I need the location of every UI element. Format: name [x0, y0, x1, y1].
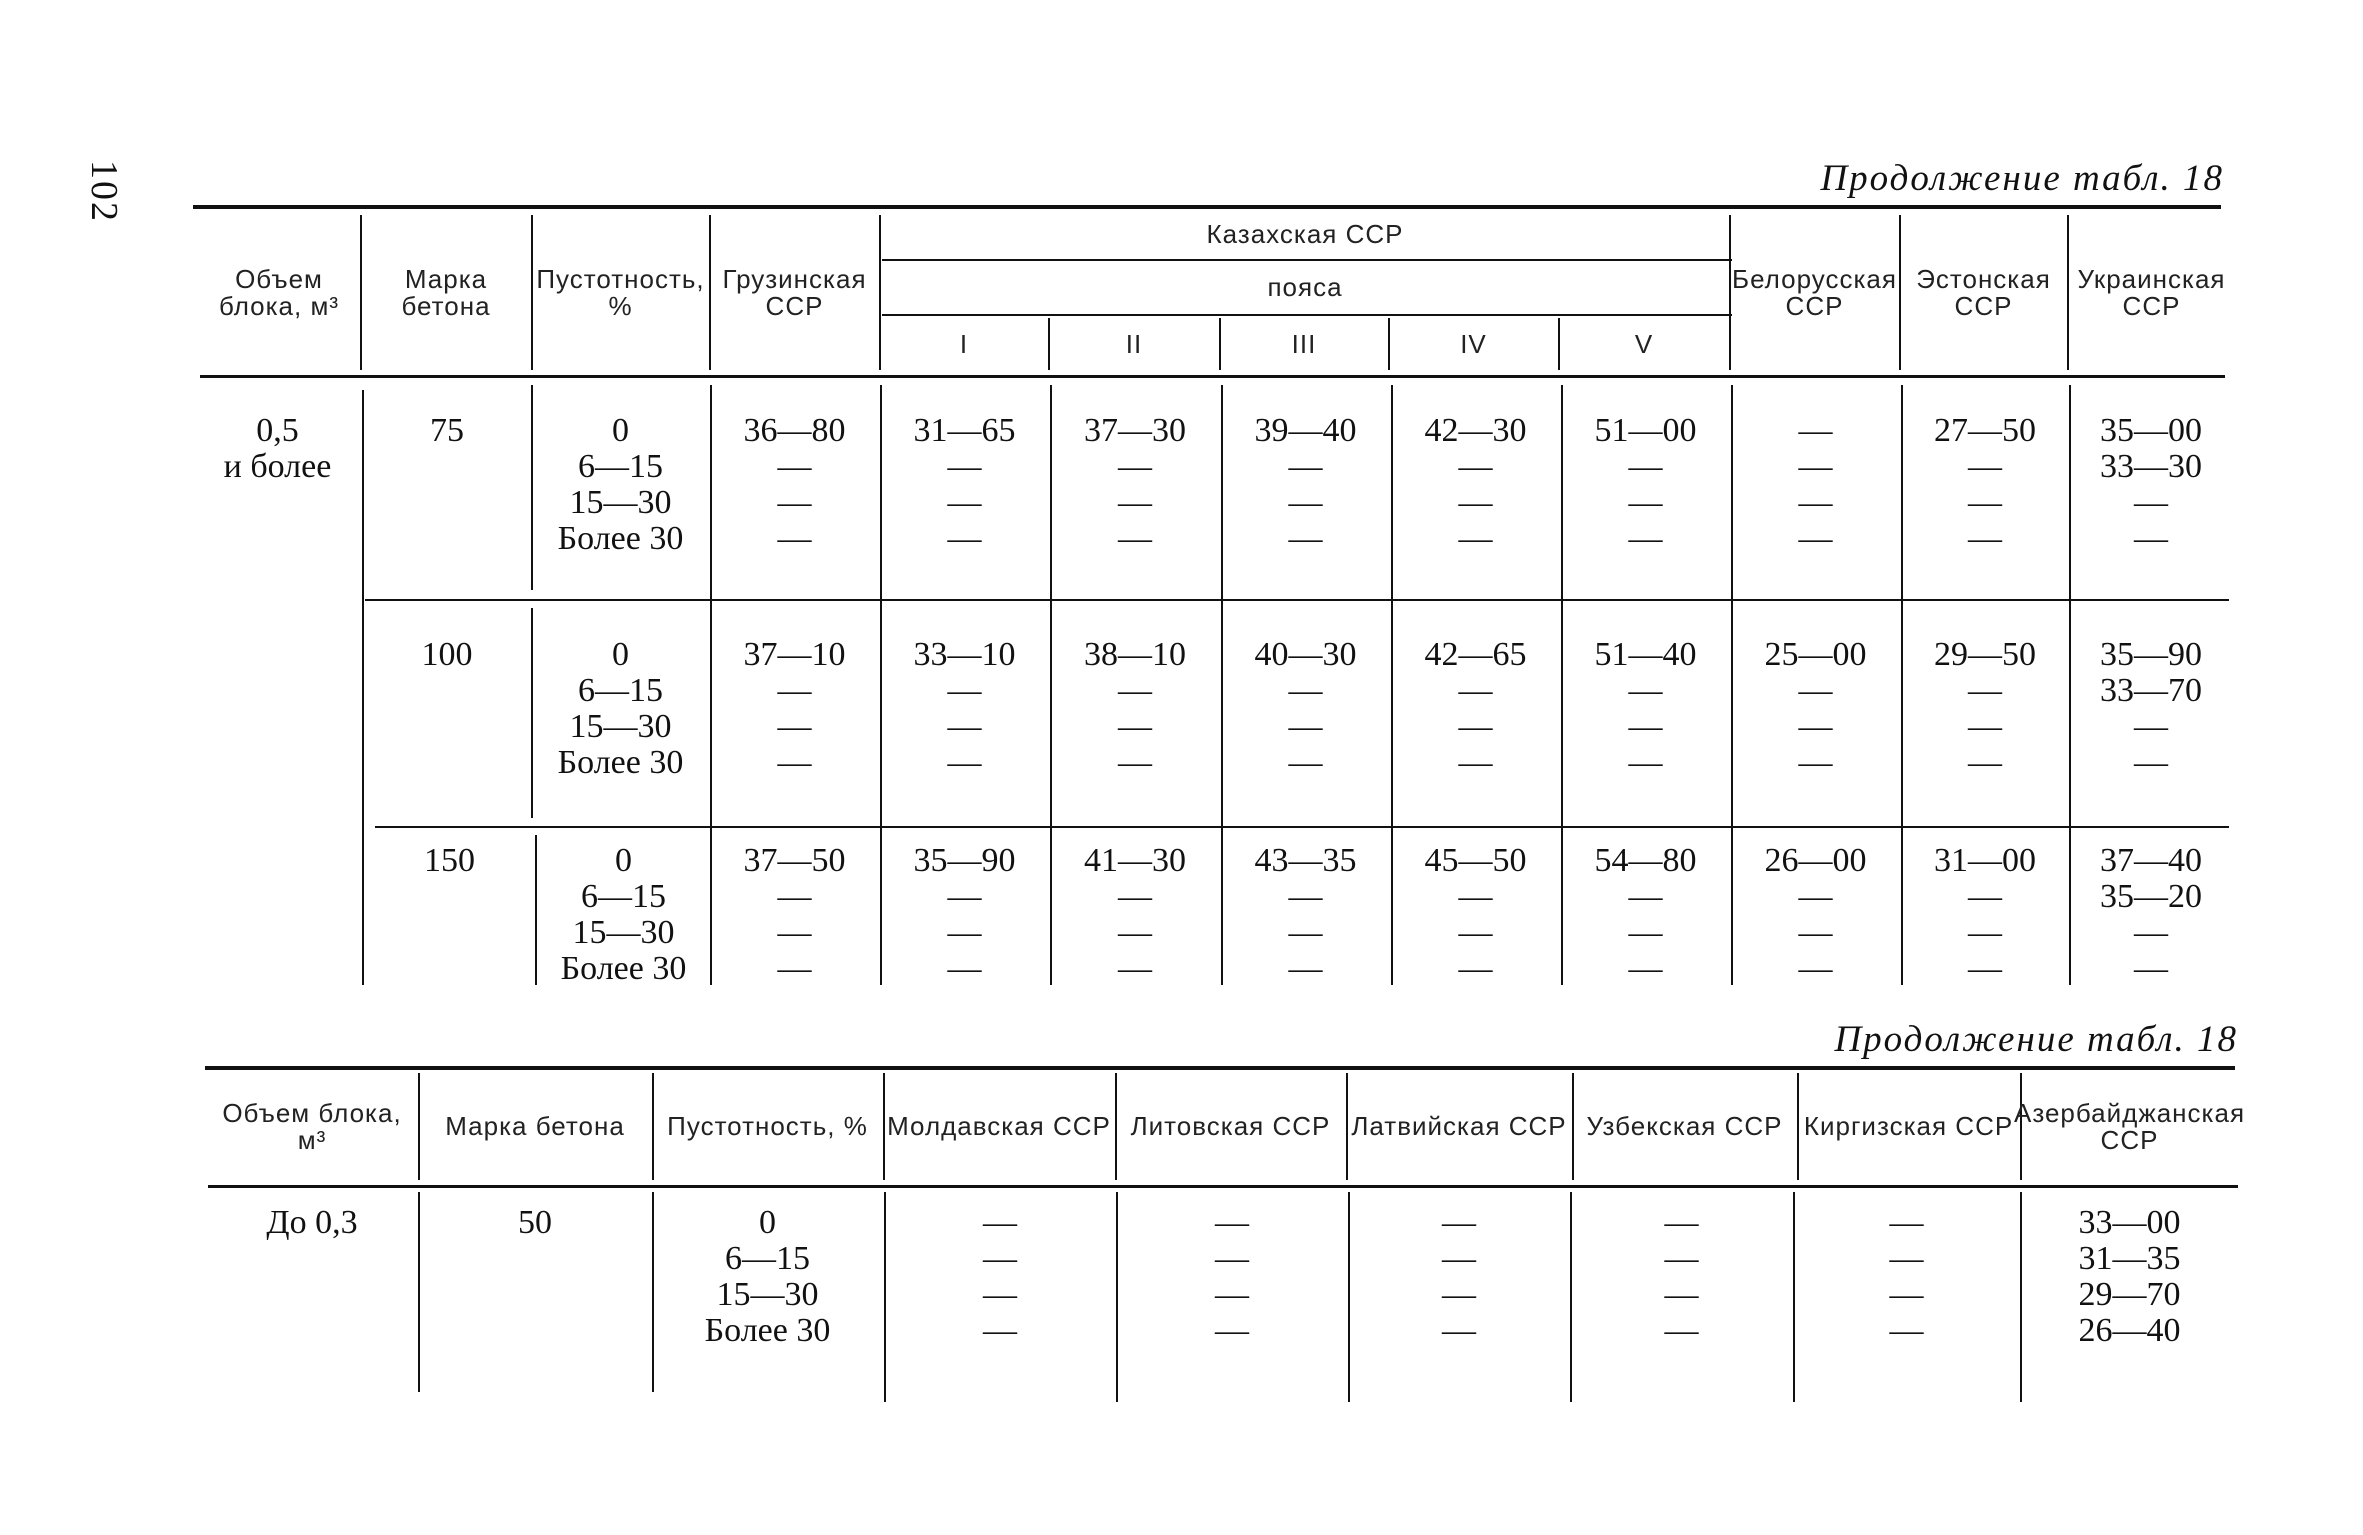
value-column: 37—40 35—20 — —	[2100, 842, 2202, 987]
value-column: 42—30 — — —	[1424, 412, 1527, 557]
grade-cell: 150	[424, 842, 475, 879]
value-column: 35—90 33—70 — —	[2100, 636, 2202, 781]
value-column: 45—50 — — —	[1424, 842, 1527, 987]
value-column: 42—65 — — —	[1424, 636, 1527, 781]
value-column: 25—00 — — —	[1764, 636, 1867, 781]
t2-grade-cell: 50	[518, 1204, 552, 1241]
value-column: 37—10 — — —	[743, 636, 846, 781]
value-column: 51—00 — — —	[1594, 412, 1697, 557]
value-column: 40—30 — — —	[1254, 636, 1357, 781]
value-column: — — — —	[1798, 412, 1833, 557]
header-zone-4: IV	[1460, 328, 1487, 359]
value-column: 51—40 — — —	[1594, 636, 1697, 781]
value-column: — — — —	[983, 1204, 1017, 1349]
table-caption-bottom: Продолжение табл. 18	[1834, 1019, 2238, 1060]
t2-volume-cell: До 0,3	[266, 1204, 358, 1241]
group-rule-1	[365, 599, 2229, 601]
voidness-cell: 0 6—15 15—30 Более 30	[557, 412, 684, 557]
t2-header-voidness: Пустотность, %	[667, 1111, 868, 1141]
header-kazakh: Казахская ССР	[1206, 219, 1404, 249]
header-zone-3: III	[1291, 328, 1317, 359]
value-column: 29—50 — — —	[1934, 636, 2036, 781]
value-column: 36—80 — — —	[743, 412, 846, 557]
value-column: 39—40 — — —	[1254, 412, 1357, 557]
header-georgian: Грузинская ССР	[722, 263, 867, 321]
volume-cell: 0,5 и более	[223, 412, 332, 485]
value-column: 31—00 — — —	[1934, 842, 2036, 987]
value-column: 35—00 33—30 — —	[2100, 412, 2202, 557]
value-column: — — — —	[1664, 1204, 1699, 1349]
t2-header-latvian: Латвийская ССР	[1351, 1111, 1567, 1141]
t2-header-moldavian: Молдавская ССР	[887, 1111, 1111, 1141]
value-column: 43—35 — — —	[1254, 842, 1357, 987]
header-belts: пояса	[1267, 271, 1343, 302]
table2-header-rule	[208, 1185, 2238, 1188]
header-estonian: Эстонская ССР	[1916, 263, 2051, 321]
value-column: 54—80 — — —	[1594, 842, 1697, 987]
page-number: 102	[83, 160, 125, 223]
table1-header-rule	[200, 375, 2225, 378]
t2-voidness-cell: 0 6—15 15—30 Более 30	[704, 1204, 831, 1349]
value-column: 26—00 — — —	[1764, 842, 1867, 987]
t2-header-grade: Марка бетона	[445, 1111, 625, 1141]
value-column: — — — —	[1442, 1204, 1476, 1349]
table-caption-top: Продолжение табл. 18	[1820, 158, 2224, 199]
value-column: 41—30 — — —	[1084, 842, 1186, 987]
grade-cell: 100	[421, 636, 473, 673]
header-belarus: Белорусская ССР	[1732, 263, 1897, 321]
header-zone-5: V	[1634, 328, 1654, 359]
t2-header-lithuanian: Литовская ССР	[1130, 1111, 1331, 1141]
t2-header-volume: Объем блока, м³	[222, 1097, 402, 1155]
header-grade: Марка бетона	[401, 263, 491, 321]
grade-cell: 75	[430, 412, 464, 449]
value-column: — — — —	[1889, 1204, 1924, 1349]
value-column: 35—90 — — —	[913, 842, 1016, 987]
value-column: 37—50 — — —	[743, 842, 846, 987]
value-column: 38—10 — — —	[1084, 636, 1186, 781]
table1-top-rule	[193, 205, 2221, 209]
header-voidness: Пустотность, %	[536, 263, 705, 321]
voidness-cell: 0 6—15 15—30 Более 30	[560, 842, 687, 987]
group-rule-2	[375, 826, 2229, 828]
header-zone-2: II	[1125, 328, 1143, 359]
value-column: 31—65 — — —	[913, 412, 1016, 557]
header-ukrainian: Украинская ССР	[2077, 263, 2226, 321]
kazakh-header-rule	[882, 259, 1732, 261]
value-column: 37—30 — — —	[1084, 412, 1186, 557]
t2-header-kirghiz: Киргизская ССР	[1803, 1111, 2014, 1141]
t2-header-uzbek: Узбекская ССР	[1586, 1111, 1783, 1141]
t2-header-azerbaijani: Азербайджанская ССР	[2013, 1097, 2246, 1155]
header-volume: Объем блока, м³	[218, 263, 340, 321]
body-vline	[362, 390, 364, 985]
value-column: 33—00 31—35 29—70 26—40	[2078, 1204, 2181, 1349]
value-column: — — — —	[1215, 1204, 1249, 1349]
voidness-cell: 0 6—15 15—30 Более 30	[557, 636, 684, 781]
header-zone-1: I	[959, 328, 969, 359]
value-column: 27—50 — — —	[1934, 412, 2036, 557]
belts-header-rule	[882, 314, 1732, 316]
value-column: 33—10 — — —	[913, 636, 1016, 781]
table2-top-rule	[205, 1066, 2235, 1070]
